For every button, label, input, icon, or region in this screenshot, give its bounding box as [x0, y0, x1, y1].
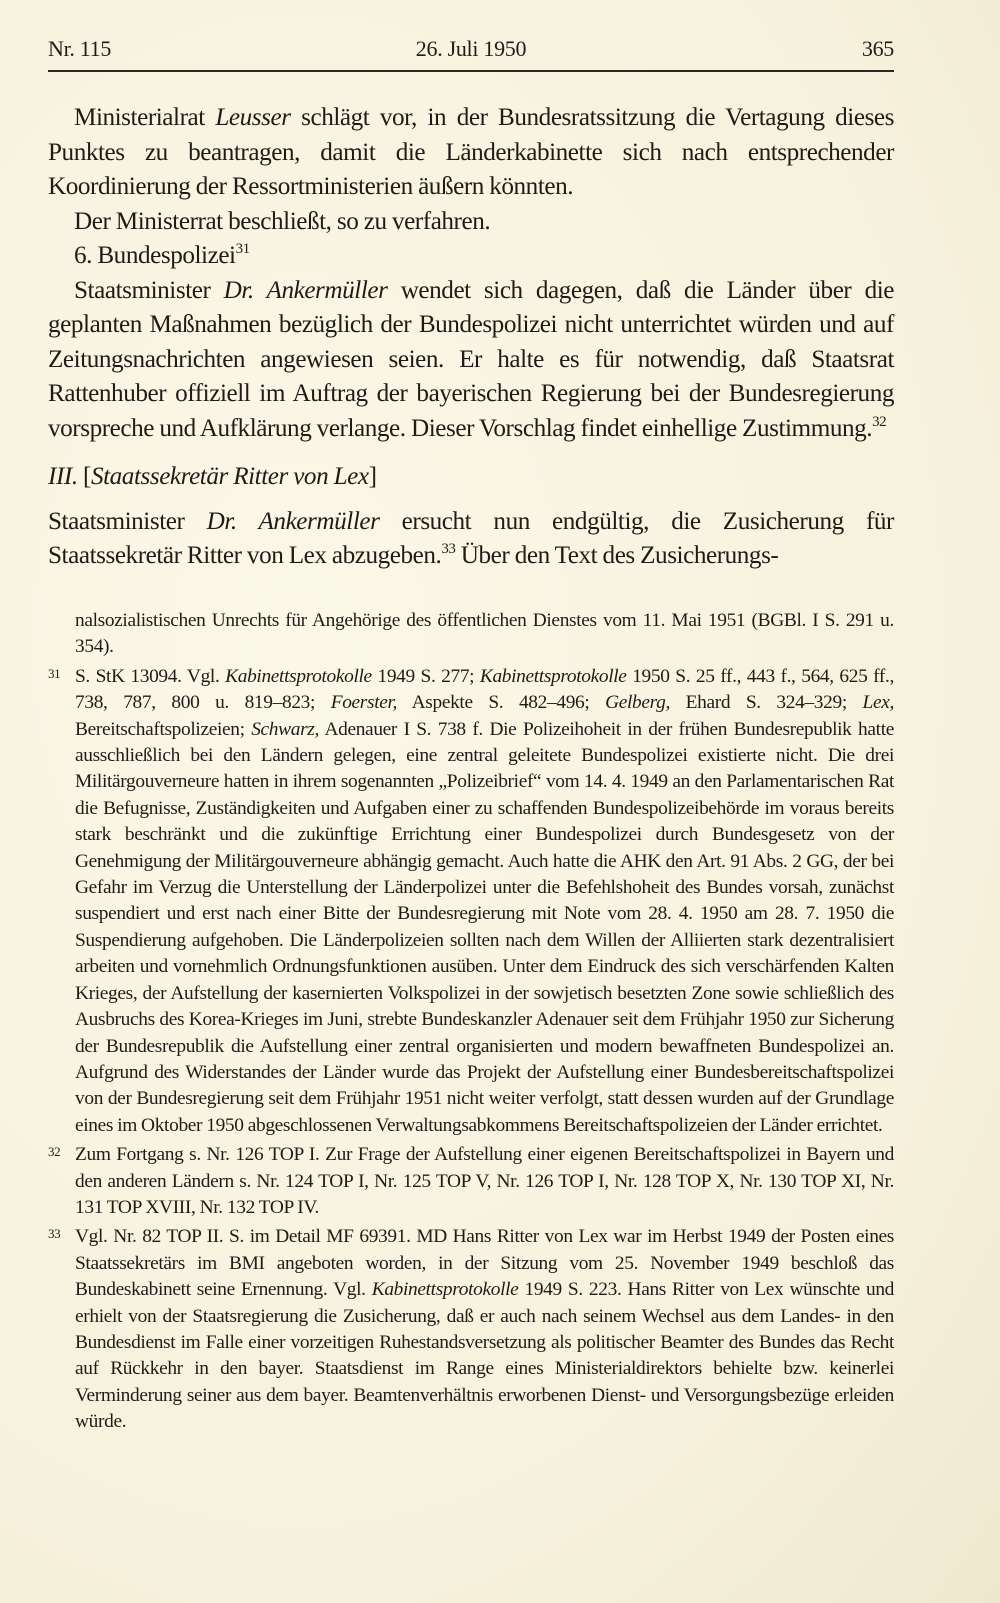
document-date: 26. Juli 1950	[415, 36, 527, 61]
footnote-32: 32 Zum Fortgang s. Nr. 126 TOP I. Zur Frage der Aufstellung einer eigenen Bereitschaftspolizei in Bayern und den anderen Ländern s. Nr. 124 TOP I, Nr. 125 TOP V, Nr. 126 TOP I, Nr. 128 TOP X, Nr. 130 TOP XI, Nr. 131 TOP XVIII, Nr. 132 TOP IV.	[48, 1142, 894, 1221]
section-heading: III. [Staatssekretär Ritter von Lex]	[48, 463, 377, 490]
footnote-continuation: nalsozialistischen Unrechts für Angehörige des öffentlichen Dienstes vom 11. Mai 1951 (BGBl. I S. 291 u. 354).	[75, 610, 894, 658]
paragraph-ankermueller-1: Staatsminister Dr. Ankermüller wendet sich dagegen, daß die Länder über die geplanten Maßnahmen bezüglich der Bundespolizei nicht unterrichtet würden und auf Zeitungsnachrichten angewiesen seien. Er halte es für notwendig, daß Staatsrat Rattenhuber offiziell im Auftrag der bayerischen Regierung bei der Bundesregierung vorspreche und Aufklärung verlange. Dieser Vorschlag findet einhellige Zustimmung.$^{32}$	[48, 276, 894, 442]
agenda-item-heading: 6. Bundespolizei$^{31}$	[74, 241, 250, 269]
person-name: Dr. Ankermüller	[223, 276, 388, 304]
document-number: Nr. 115	[48, 36, 112, 61]
paragraph-resolution: Der Ministerrat beschließt, so zu verfahren.	[74, 207, 491, 235]
person-name: Dr. Ankermüller	[206, 507, 380, 535]
footnote-33: 33 Vgl. Nr. 82 TOP II. S. im Detail MF 69391. MD Hans Ritter von Lex war im Herbst 1949 der Posten eines Staatssekretärs im BMI angeboten worden, in der Sitzung vom 25. November 1949 beschloß das Bundeskabinett seine Ernennung. Vgl. Kabinettsprotokolle 1949 S. 223. Hans Ritter von Lex wünschte und erhielt von der Staatsregierung die Zusicherung, daß er auch nach seinem Wechsel aus dem Landes- in den Bundesdienst im Falle einer vorzeitigen Ruhestandsversetzung als politischer Beamter des Bundes das Recht auf Rückkehr in den bayer. Staatsdienst im Range eines Ministerialdirektors behielte bzw. keinerlei Verminderung seiner aus dem bayer. Beamtenverhältnis erworbenen Dienst- und Versorgungsbezüge erleiden würde.	[48, 1224, 894, 1435]
footnote-ref-32[interactable]: 32	[872, 413, 887, 430]
running-head	[48, 36, 894, 66]
footnote-31: 31 S. StK 13094. Vgl. Kabinettsprotokolle 1949 S. 277; Kabinettsprotokolle 1950 S. 25 ff., 443 f., 564, 625 ff., 738, 787, 800 u. 819–823; Foerster, Aspekte S. 482–496; Gelberg, Ehard S. 324–329; Lex, Bereitschaftspolizeien; Schwarz, Adenauer I S. 738 f. Die Polizeihoheit in der frühen Bundesrepublik hatte ausschließlich bei den Ländern gelegen, eine zentral geleitete Bundespolizei existierte nicht. Die drei Militärgouverneure hatten in ihrem sogenannten „Polizeibrief“ vom 14. 4. 1949 an den Parlamentarischen Rat die Befugnisse, Zuständigkeiten und Aufgaben einer zu schaffenden Bundespolizeibehörde im voraus bereits stark beschränkt und die zukünftige Errichtung einer Bundespolizei durch Bundesgesetz von der Genehmigung der Militärgouverneure abhängig gemacht. Auch hatte die AHK den Art. 91 Abs. 2 GG, der bei Gefahr im Verzug die Unterstellung der Länderpolizei unter die Befehlshoheit des Bundes vorsah, zunächst suspendiert und erst nach einer Bitte der Bundesregierung mit Note vom 28. 4. 1950 am 28. 7. 1950 die Suspendierung aufgehoben. Die Länderpolizeien sollten nach dem Willen der Alliierten stark dezentralisiert arbeiten und vornehmlich Ordnungsfunktionen ausüben. Unter dem Eindruck des sich verschärfenden Kalten Krieges, der Aufstellung der kasernierten Volkspolizei in der sowjetisch besetzten Zone sowie schließlich des Ausbruchs des Korea-Krieges im Juni, strebte Bundeskanzler Adenauer seit dem Frühjahr 1950 zur Sicherung der Bundesrepublik die Aufstellung einer zentral organisierten und modern bewaffneten Bundespolizei an. Aufgrund des Widerstandes der Länder wurde das Projekt der Aufstellung einer Bundesbereitschaftspolizei von der Bundesregierung seit dem Frühjahr 1951 nicht weiter verfolgt, statt dessen wurden auf der Grundlage eines im Oktober 1950 abgeschlossenen Verwaltungsabkommens Bereitschaftspolizeien der Länder errichtet.	[48, 664, 894, 1139]
person-name: Leusser	[215, 104, 291, 131]
footnote-number: 32	[48, 1144, 61, 1160]
footnote-ref-33[interactable]: 33	[441, 541, 456, 557]
footnote-ref-31[interactable]: 31	[235, 241, 250, 257]
footnotes	[48, 608, 894, 1436]
paragraph-ankermueller-2: Staatsminister Dr. Ankermüller ersucht nun endgültig, die Zusicherung für Staatssekretär Ritter von Lex abzugeben.$^{33}$ Über den Text des Zusicherungs-	[48, 507, 894, 569]
main-text	[48, 101, 894, 574]
footnote-number: 33	[48, 1226, 61, 1242]
header-rule	[48, 70, 894, 72]
paragraph-leusser: Ministerialrat Leusser schlägt vor, in der Bundesratssitzung die Vertagung dieses Punktes zu beantragen, damit die Länderkabinette sich nach entsprechender Koordinierung der Ressortministerien äußern könnten.	[48, 104, 895, 200]
footnote-number: 31	[48, 665, 61, 681]
page-number: 365	[861, 36, 894, 61]
